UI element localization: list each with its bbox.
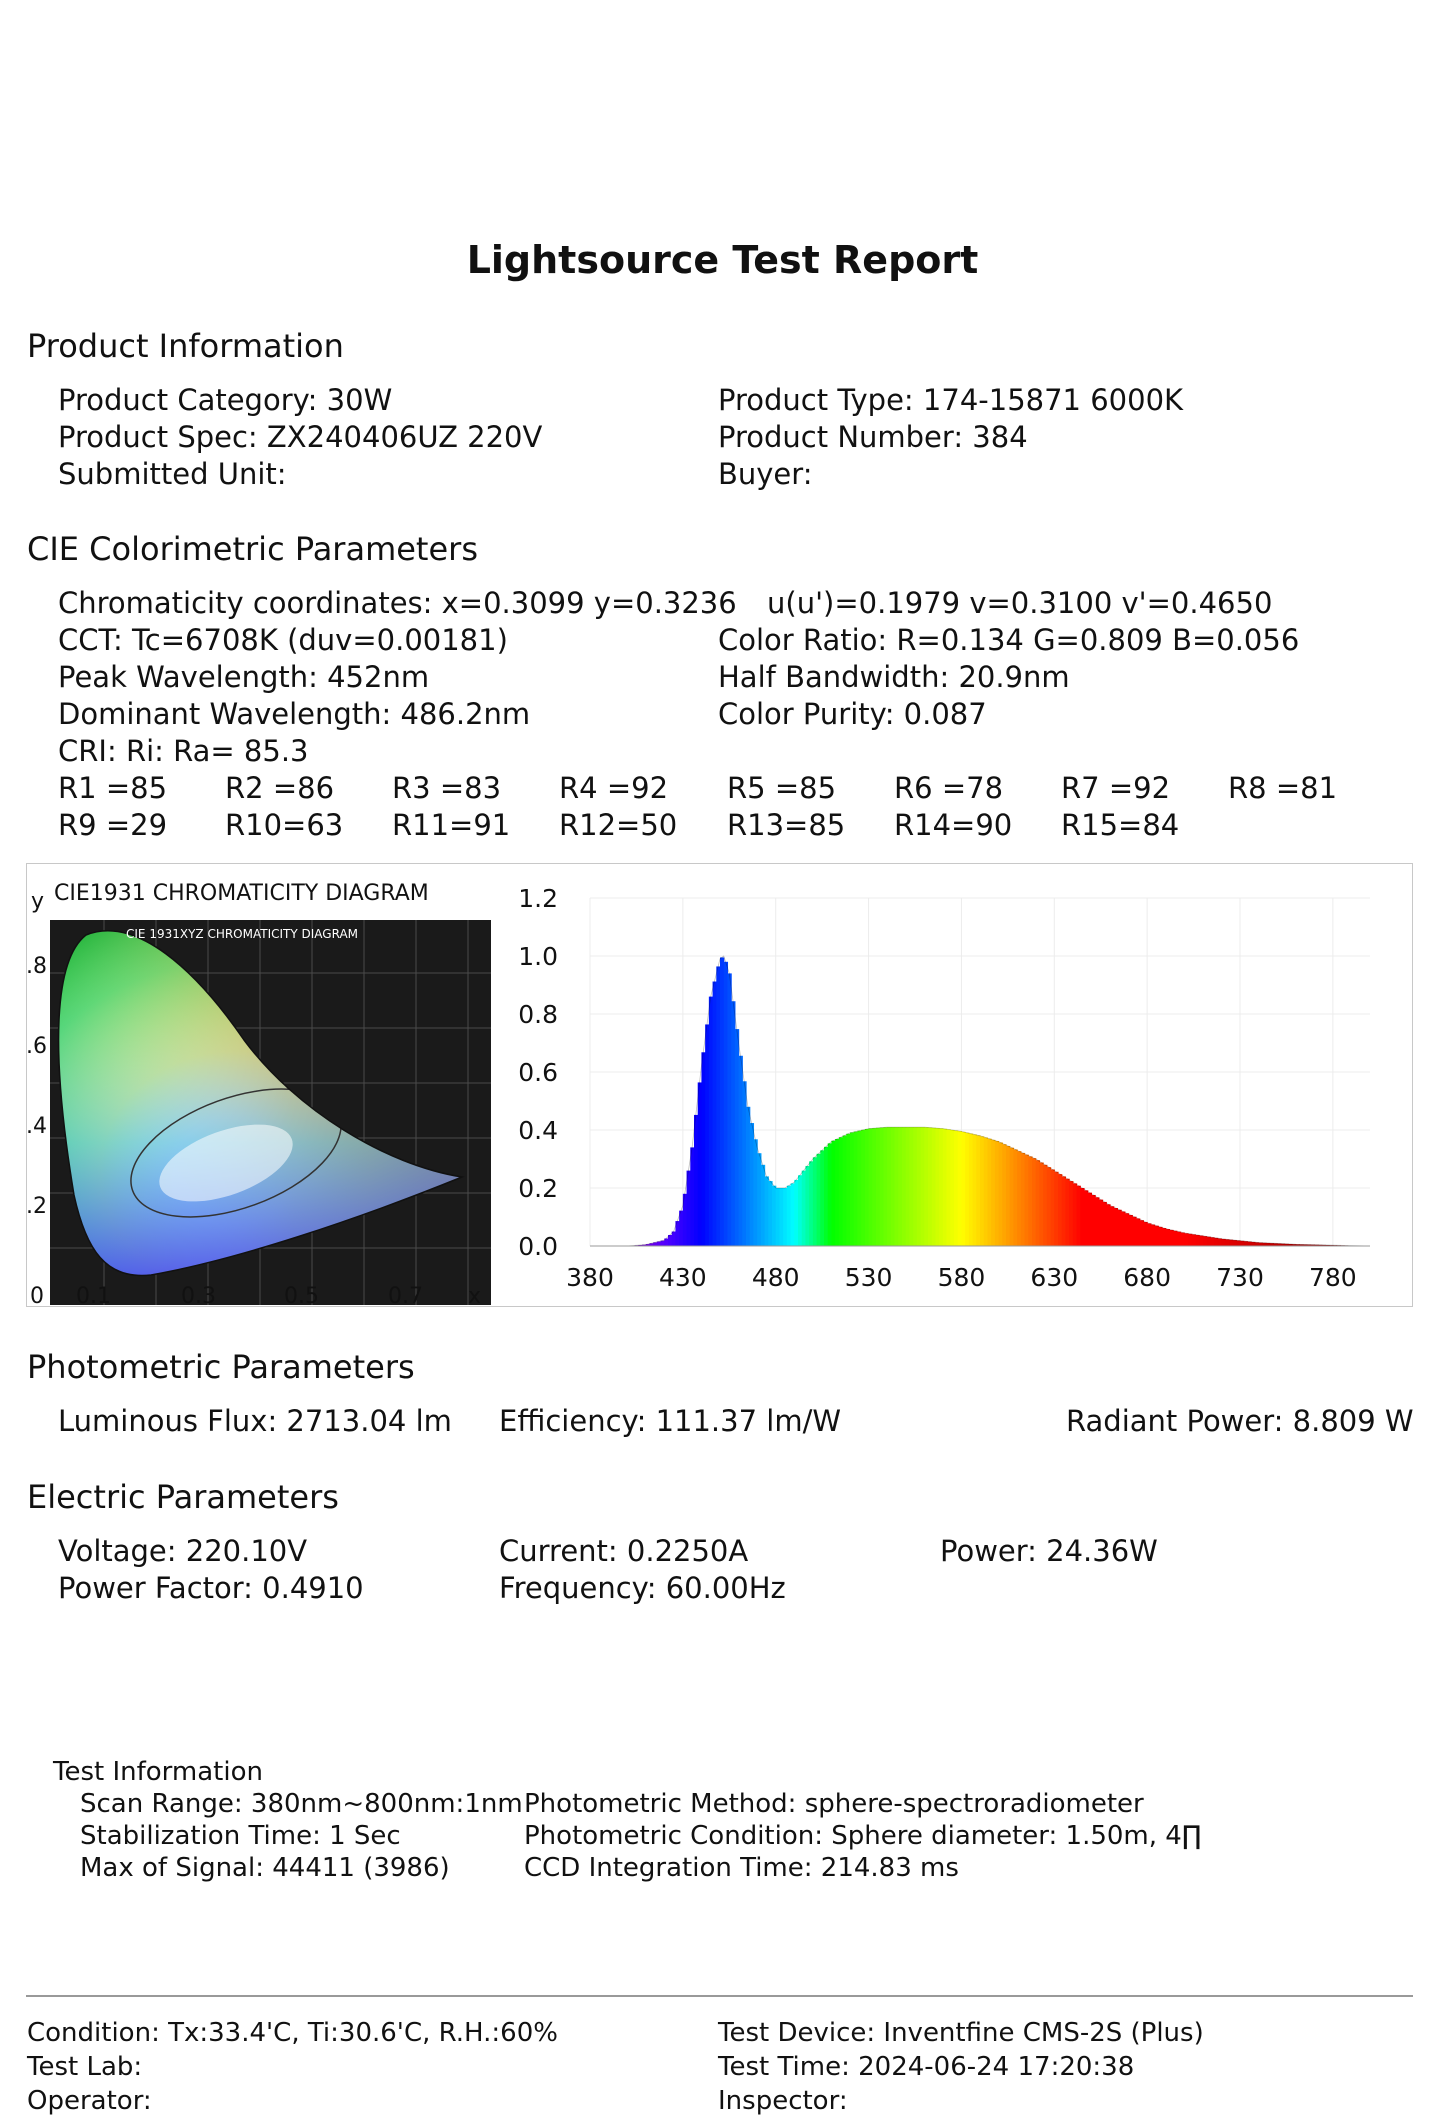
spectrum-bar xyxy=(765,1176,769,1246)
spectrum-bar xyxy=(947,1129,951,1246)
spectrum-bar xyxy=(1199,1236,1203,1246)
spectrum-bar xyxy=(1221,1239,1225,1246)
spectrum-bar xyxy=(813,1157,817,1246)
photometric-heading: Photometric Parameters xyxy=(27,1348,415,1386)
diagram-x-tick: 0 xyxy=(30,1284,44,1307)
x-tick-label: 430 xyxy=(658,1263,707,1292)
diagram-y-tick: .2 xyxy=(26,1194,47,1219)
y-tick-label: 0.6 xyxy=(518,1058,558,1087)
spectrum-bar xyxy=(1091,1195,1095,1246)
diagram-y-tick: .4 xyxy=(26,1114,47,1139)
spectrum-bar xyxy=(835,1139,839,1246)
spectrum-bar xyxy=(679,1211,683,1246)
x-tick-label: 780 xyxy=(1308,1263,1357,1292)
spectrum-bar xyxy=(1251,1242,1255,1246)
spectrum-bar xyxy=(973,1134,977,1246)
test-info-heading: Test Information xyxy=(53,1757,263,1787)
spectrum-bar xyxy=(1225,1239,1229,1246)
spectrum-bar xyxy=(694,1115,698,1246)
spectrum-bar xyxy=(1218,1238,1222,1246)
peak-wavelength: Peak Wavelength: 452nm xyxy=(58,660,430,694)
spectrum-bar xyxy=(991,1140,995,1246)
spectrum-bar xyxy=(705,1024,709,1246)
spectrum-bar xyxy=(735,1029,739,1246)
r-value: R4 =92 xyxy=(559,771,669,805)
y-tick-label: 0.4 xyxy=(518,1116,558,1145)
spectrum-bar xyxy=(1188,1234,1192,1246)
spectrum-bar xyxy=(1214,1238,1218,1246)
spectrum-bar xyxy=(958,1131,962,1246)
spectrum-bar xyxy=(865,1129,869,1246)
spectrum-bar xyxy=(1143,1222,1147,1246)
r-value: R6 =78 xyxy=(894,771,1004,805)
spectrum-bar xyxy=(1129,1215,1133,1246)
spectrum-bar xyxy=(869,1128,873,1246)
spectrum-bar xyxy=(891,1127,895,1246)
spectrum-bar xyxy=(1132,1217,1136,1246)
spectrum-bar xyxy=(1080,1188,1084,1246)
cie-heading: CIE Colorimetric Parameters xyxy=(27,530,478,568)
spectrum-bar xyxy=(861,1130,865,1246)
spectrum-bar xyxy=(921,1127,925,1246)
spectrum-bar xyxy=(768,1181,772,1246)
spectrum-bar xyxy=(1158,1227,1162,1246)
spectrum-bar xyxy=(742,1081,746,1246)
spectrum-bar xyxy=(824,1147,828,1246)
spectrum-bar xyxy=(1002,1144,1006,1246)
r-value: R3 =83 xyxy=(392,771,502,805)
spectrum-bar xyxy=(787,1186,791,1246)
spectrum-bar xyxy=(987,1139,991,1246)
spectrum-bar xyxy=(746,1107,750,1246)
spectrum-bar xyxy=(1073,1183,1077,1246)
spectrum-bar xyxy=(1088,1193,1092,1246)
diagram-x-tick: 0.3 xyxy=(181,1284,216,1307)
spectrum-bar xyxy=(898,1127,902,1246)
r-value: R8 =81 xyxy=(1228,771,1338,805)
spectrum-bar xyxy=(1162,1228,1166,1246)
spectrum-bar xyxy=(831,1141,835,1246)
y-tick-label: 0.8 xyxy=(518,1000,558,1029)
spectrum-bar xyxy=(917,1127,921,1246)
spectrum-bar xyxy=(935,1128,939,1246)
spectrum-bar xyxy=(772,1186,776,1246)
spectrum-bar xyxy=(1084,1190,1088,1246)
electric-heading: Electric Parameters xyxy=(27,1478,339,1516)
spectrum-bar xyxy=(1155,1226,1159,1246)
voltage: Voltage: 220.10V xyxy=(58,1534,308,1568)
spectrum-bar xyxy=(846,1134,850,1246)
y-tick-label: 0.0 xyxy=(518,1232,558,1261)
r-value: R13=85 xyxy=(727,808,846,842)
r-value: R2 =86 xyxy=(225,771,335,805)
r-value: R5 =85 xyxy=(727,771,837,805)
spectrum-bar xyxy=(1028,1156,1032,1246)
spectrum-bar xyxy=(1047,1167,1051,1246)
spectrum-bar xyxy=(1177,1232,1181,1246)
product-spec: Product Spec: ZX240406UZ 220V xyxy=(58,420,543,454)
color-ratio: Color Ratio: R=0.134 G=0.809 B=0.056 xyxy=(718,623,1300,657)
spectrum-bar xyxy=(1247,1242,1251,1246)
spectrum-bar xyxy=(802,1171,806,1246)
cie-chromaticity-diagram xyxy=(26,863,496,1307)
spectrum-bar xyxy=(794,1180,798,1246)
power: Power: 24.36W xyxy=(940,1534,1158,1568)
power-factor: Power Factor: 0.4910 xyxy=(58,1571,364,1605)
diagram-y-tick: .6 xyxy=(26,1034,47,1059)
spectrum-bar xyxy=(724,962,728,1246)
spectrum-bar xyxy=(783,1188,787,1246)
efficiency: Efficiency: 111.37 lm/W xyxy=(499,1404,842,1438)
spectrum-bar xyxy=(779,1188,783,1246)
spectrum-bar xyxy=(1099,1200,1103,1246)
spectrum-bar xyxy=(817,1154,821,1246)
spectrum-bar xyxy=(872,1128,876,1246)
scan-range: Scan Range: 380nm~800nm:1nm xyxy=(80,1789,523,1819)
spectrum-bar xyxy=(880,1128,884,1246)
y-tick-label: 0.2 xyxy=(518,1174,558,1203)
spectrum-bar xyxy=(895,1127,899,1246)
spectrum-bar xyxy=(727,973,731,1246)
spectrum-bar xyxy=(720,957,724,1246)
x-tick-label: 730 xyxy=(1216,1263,1264,1292)
x-tick-label: 580 xyxy=(937,1263,986,1292)
frequency: Frequency: 60.00Hz xyxy=(499,1571,786,1605)
footer-divider xyxy=(26,1995,1413,1997)
spectrum-bar xyxy=(1069,1181,1073,1246)
spectrum-bar xyxy=(1184,1233,1188,1246)
spectrum-bar xyxy=(1103,1202,1107,1246)
spectrum-bar xyxy=(753,1139,757,1246)
cri: CRI: Ri: Ra= 85.3 xyxy=(58,734,309,768)
color-purity: Color Purity: 0.087 xyxy=(718,697,987,731)
spectrum-bar xyxy=(1195,1235,1199,1246)
spectrum-bar xyxy=(1233,1240,1237,1246)
spectrum-bar xyxy=(1017,1151,1021,1246)
diagram-x-tick: 0.7 xyxy=(388,1284,423,1307)
spectrum-bar xyxy=(1136,1218,1140,1246)
spectrum-bar xyxy=(928,1128,932,1246)
spectrum-bar xyxy=(939,1128,943,1246)
x-tick-label: 380 xyxy=(566,1263,614,1292)
spectrum-bar xyxy=(913,1127,917,1246)
spectrum-bar xyxy=(1021,1153,1025,1246)
spectrum-bar xyxy=(661,1241,665,1246)
spectrum-bar xyxy=(701,1052,705,1246)
spectrum-bar xyxy=(954,1131,958,1246)
spectrum-bar xyxy=(757,1153,761,1246)
ccd-integration-time: CCD Integration Time: 214.83 ms xyxy=(524,1853,959,1883)
diagram-y-tick: .8 xyxy=(26,954,47,979)
luminous-flux: Luminous Flux: 2713.04 lm xyxy=(58,1404,452,1438)
radiant-power: Radiant Power: 8.809 W xyxy=(1066,1404,1414,1438)
spectrum-bar xyxy=(820,1150,824,1246)
spectrum-bar xyxy=(1054,1172,1058,1246)
product-category: Product Category: 30W xyxy=(58,383,393,417)
spectrum-bar xyxy=(1039,1162,1043,1246)
spectrum-bar xyxy=(1043,1165,1047,1246)
x-tick-label: 630 xyxy=(1030,1263,1079,1292)
test-time: Test Time: 2024-06-24 17:20:38 xyxy=(718,2052,1135,2082)
spectrum-bar xyxy=(1229,1240,1233,1246)
spectrum-bar xyxy=(1025,1155,1029,1246)
spectrum-bar xyxy=(687,1171,691,1246)
spectrum-bar xyxy=(1006,1146,1010,1246)
spectrum-bar xyxy=(876,1128,880,1246)
spectrum-bar xyxy=(854,1132,858,1246)
spectrum-bar xyxy=(1121,1211,1125,1246)
spectrum-bar xyxy=(1181,1233,1185,1246)
x-tick-label: 680 xyxy=(1123,1263,1172,1292)
spectrum-bar xyxy=(1259,1243,1263,1246)
spectrum-bar xyxy=(1058,1174,1062,1246)
spectrum-bar xyxy=(698,1082,702,1246)
diagram-x-label: x xyxy=(468,1284,482,1307)
spectrum-bar xyxy=(1036,1160,1040,1246)
spectrum-bar xyxy=(932,1128,936,1246)
spectrum-bar xyxy=(943,1129,947,1246)
spectrum-bar xyxy=(716,966,720,1246)
spectrum-bar xyxy=(1244,1241,1248,1246)
y-tick-label: 1.2 xyxy=(518,884,558,913)
spectrum-bar xyxy=(924,1127,928,1246)
spectrum-bar xyxy=(739,1056,743,1246)
r-value: R7 =92 xyxy=(1061,771,1171,805)
spectrum-bar xyxy=(850,1132,854,1246)
spectrum-bar xyxy=(1110,1206,1114,1246)
max-signal: Max of Signal: 44411 (3986) xyxy=(80,1853,450,1883)
spectrum-bar xyxy=(1065,1179,1069,1246)
spectrum-bar xyxy=(798,1175,802,1246)
spectrum-bar xyxy=(1240,1241,1244,1246)
spectrum-bar xyxy=(839,1137,843,1246)
spectrum-bar xyxy=(980,1136,984,1246)
spectrum-bar xyxy=(1095,1197,1099,1246)
y-tick-label: 1.0 xyxy=(518,942,558,971)
spectrum-bar xyxy=(1032,1158,1036,1246)
spectrum-bar xyxy=(1207,1237,1211,1246)
product-type: Product Type: 174-15871 6000K xyxy=(718,383,1184,417)
spectrum-bar xyxy=(887,1127,891,1246)
r-value: R12=50 xyxy=(559,808,678,842)
spectrum-bar xyxy=(1125,1213,1129,1246)
test-device: Test Device: Inventfine CMS-2S (Plus) xyxy=(718,2018,1204,2048)
r-value: R9 =29 xyxy=(58,808,168,842)
spectrum-bar xyxy=(1077,1186,1081,1246)
spectrum-bar xyxy=(776,1188,780,1246)
spectrum-bar xyxy=(969,1134,973,1246)
spectrum-bar xyxy=(805,1166,809,1246)
inspector: Inspector: xyxy=(718,2086,848,2116)
current: Current: 0.2250A xyxy=(499,1534,749,1568)
spectrum-bar xyxy=(906,1127,910,1246)
spectrum-bar xyxy=(909,1127,913,1246)
x-tick-label: 530 xyxy=(844,1263,893,1292)
spectrum-bar xyxy=(965,1133,969,1246)
spectrum-bar xyxy=(1062,1176,1066,1246)
product-info-heading: Product Information xyxy=(27,327,344,365)
spectrum-bar xyxy=(761,1165,765,1246)
spectrum-bar xyxy=(791,1183,795,1246)
dominant-wavelength: Dominant Wavelength: 486.2nm xyxy=(58,697,531,731)
spectrum-bar xyxy=(713,982,717,1246)
chromaticity-coordinates: Chromaticity coordinates: x=0.3099 y=0.3236 xyxy=(58,586,737,620)
spectrum-bar xyxy=(857,1131,861,1246)
spectrum-bar xyxy=(999,1142,1003,1246)
spectrum-bar xyxy=(984,1138,988,1246)
test-lab: Test Lab: xyxy=(27,2052,143,2082)
product-number: Product Number: 384 xyxy=(718,420,1028,454)
half-bandwidth: Half Bandwidth: 20.9nm xyxy=(718,660,1070,694)
r-value: R1 =85 xyxy=(58,771,168,805)
spectrum-bar xyxy=(1169,1230,1173,1246)
spectrum-bar xyxy=(1106,1204,1110,1246)
diagram-x-tick: 0.1 xyxy=(76,1284,111,1307)
spectrum-bar xyxy=(961,1132,965,1246)
spectrum-bar xyxy=(1151,1225,1155,1246)
spectrum-bar xyxy=(976,1135,980,1246)
spectrum-bar xyxy=(995,1141,999,1246)
operator: Operator: xyxy=(27,2086,152,2116)
spectrum-bar xyxy=(1166,1229,1170,1246)
spectrum-chart xyxy=(500,863,1410,1307)
diagram-title: CIE1931 CHROMATICITY DIAGRAM xyxy=(54,881,429,906)
spectrum-bar xyxy=(750,1123,754,1246)
spectrum-bar xyxy=(1173,1231,1177,1246)
uv-coordinates: u(u')=0.1979 v=0.3100 v'=0.4650 xyxy=(767,586,1273,620)
r-value: R14=90 xyxy=(894,808,1013,842)
spectrum-bar xyxy=(1210,1237,1214,1246)
photometric-condition: Photometric Condition: Sphere diameter: 1.50m, 4∏ xyxy=(524,1821,1202,1851)
spectrum-bar xyxy=(950,1130,954,1246)
r-value: R15=84 xyxy=(1061,808,1180,842)
spectrum-bar xyxy=(1140,1220,1144,1246)
spectrum-bar xyxy=(828,1143,832,1246)
diagram-y-label: y xyxy=(31,889,45,914)
spectrum-bar xyxy=(709,997,713,1246)
spectrum-bar xyxy=(843,1136,847,1246)
r-value: R11=91 xyxy=(392,808,511,842)
buyer: Buyer: xyxy=(718,457,813,491)
x-tick-label: 480 xyxy=(751,1263,800,1292)
spectrum-bar xyxy=(1192,1234,1196,1246)
spectrum-bar xyxy=(672,1232,676,1247)
cct: CCT: Tc=6708K (duv=0.00181) xyxy=(58,623,508,657)
spectrum-bar xyxy=(1013,1149,1017,1246)
spectrum-bar xyxy=(1203,1236,1207,1246)
report-title: Lightsource Test Report xyxy=(466,238,979,282)
diagram-inner-title: CIE 1931XYZ CHROMATICITY DIAGRAM xyxy=(126,927,359,941)
diagram-x-tick: 0.5 xyxy=(284,1284,319,1307)
stabilization-time: Stabilization Time: 1 Sec xyxy=(80,1821,401,1851)
spectrum-bar xyxy=(1051,1169,1055,1246)
spectrum-bar xyxy=(883,1127,887,1246)
spectrum-bar xyxy=(1147,1223,1151,1246)
spectrum-bar xyxy=(809,1161,813,1246)
spectrum-bar xyxy=(690,1147,694,1246)
spectrum-bar xyxy=(1117,1210,1121,1246)
test-condition: Condition: Tx:33.4'C, Ti:30.6'C, R.H.:60% xyxy=(27,2018,558,2048)
spectrum-bar xyxy=(1114,1208,1118,1246)
spectrum-bar xyxy=(902,1127,906,1246)
r-value: R10=63 xyxy=(225,808,344,842)
spectrum-bar xyxy=(1236,1240,1240,1246)
spectrum-bar xyxy=(731,1001,735,1246)
spectrum-bar xyxy=(1010,1148,1014,1246)
photometric-method: Photometric Method: sphere-spectroradiometer xyxy=(524,1789,1144,1819)
submitted-unit: Submitted Unit: xyxy=(58,457,287,491)
